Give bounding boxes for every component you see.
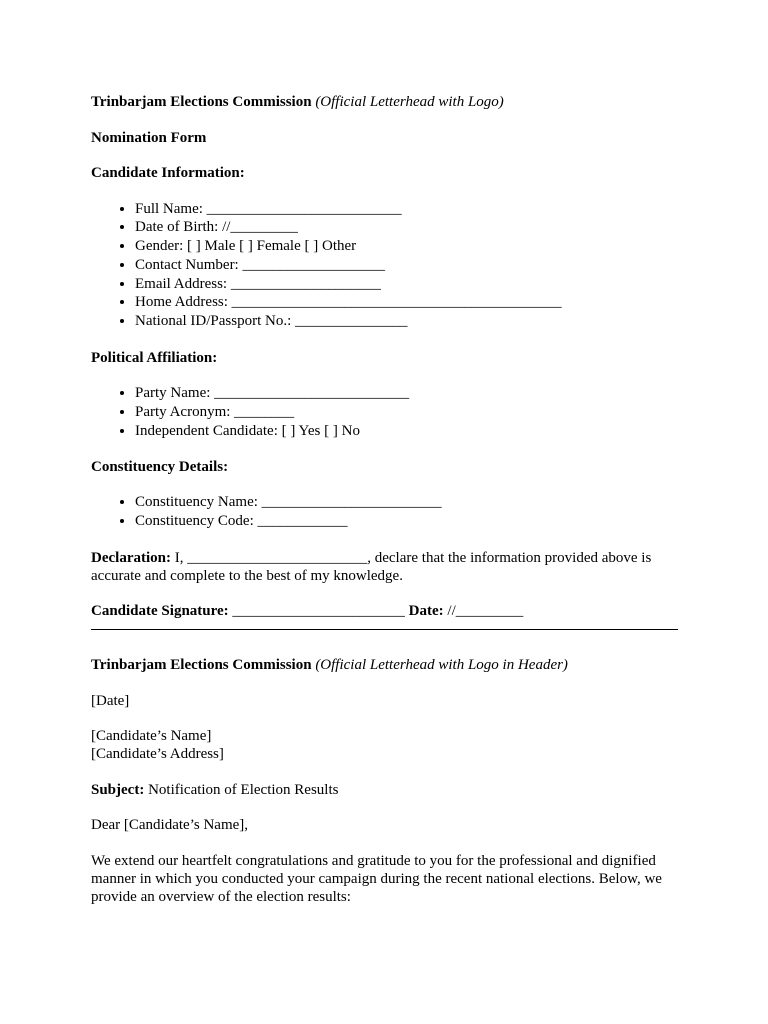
date-label: Date: <box>408 603 444 620</box>
section-divider <box>91 629 678 630</box>
field-full-name: • Full Name: __________________________ <box>135 200 691 219</box>
letter-letterhead-line <box>91 656 691 674</box>
letter-recipient-address: [Candidate’s Address] <box>91 746 224 763</box>
field-date-of-birth: • Date of Birth: //_________ <box>135 218 691 237</box>
candidate-info-list <box>91 200 691 332</box>
signature-label: Candidate Signature: <box>91 603 229 620</box>
date-blank: //_________ <box>443 603 524 620</box>
field-contact-number: • Contact Number: ___________________ <box>135 256 691 275</box>
declaration-paragraph <box>91 549 691 585</box>
signature-blank: _______________________ <box>228 603 409 620</box>
field-constituency-code: • Constituency Code: ____________ <box>135 512 691 531</box>
field-email-address: • Email Address: ____________________ <box>135 275 691 294</box>
letter-body: We extend our heartfelt congratulations and gratitude to you for the professional and dignified manner in which you conducted your campaign during the recent national elections. Below, we provide an overview of the election results: <box>91 852 662 905</box>
political-affiliation-heading: Political Affiliation: <box>91 349 218 366</box>
field-national-id: • National ID/Passport No.: _______________ <box>135 312 691 331</box>
form-letterhead-line <box>91 93 691 111</box>
field-home-address: • Home Address: ____________________________________________ <box>135 293 691 312</box>
field-gender: • Gender: [ ] Male [ ] Female [ ] Other <box>135 237 691 256</box>
letter-letterhead-note: (Official Letterhead with Logo in Header) <box>315 657 568 674</box>
document-content <box>91 93 691 923</box>
field-party-acronym: • Party Acronym: ________ <box>135 403 691 422</box>
letter-salutation: Dear [Candidate’s Name], <box>91 817 249 834</box>
subject-label: Subject: <box>91 781 145 798</box>
subject-text: Notification of Election Results <box>144 781 339 798</box>
signature-line <box>91 602 691 620</box>
form-title: Nomination Form <box>91 129 207 146</box>
constituency-details-heading: Constituency Details: <box>91 458 229 475</box>
letter-subject <box>91 781 691 799</box>
candidate-info-heading: Candidate Information: <box>91 165 245 181</box>
letter-org-name: Trinbarjam Elections Commission <box>91 657 312 674</box>
declaration-text: I, ________________________, declare that the information provided above is accurate and complete to the best of my knowledge. <box>91 549 652 584</box>
letter-recipient-name: [Candidate’s Name] <box>91 728 212 745</box>
constituency-details-list <box>91 493 691 531</box>
form-org-name: Trinbarjam Elections Commission <box>91 94 312 110</box>
field-party-name: • Party Name: __________________________ <box>135 384 691 403</box>
form-letterhead-note: (Official Letterhead with Logo) <box>315 94 504 110</box>
field-constituency-name: • Constituency Name: ________________________ <box>135 493 691 512</box>
declaration-label: Declaration: <box>91 549 171 566</box>
field-independent-candidate: • Independent Candidate: [ ] Yes [ ] No <box>135 422 691 441</box>
political-affiliation-list <box>91 384 691 440</box>
letter-date: [Date] <box>91 692 130 709</box>
